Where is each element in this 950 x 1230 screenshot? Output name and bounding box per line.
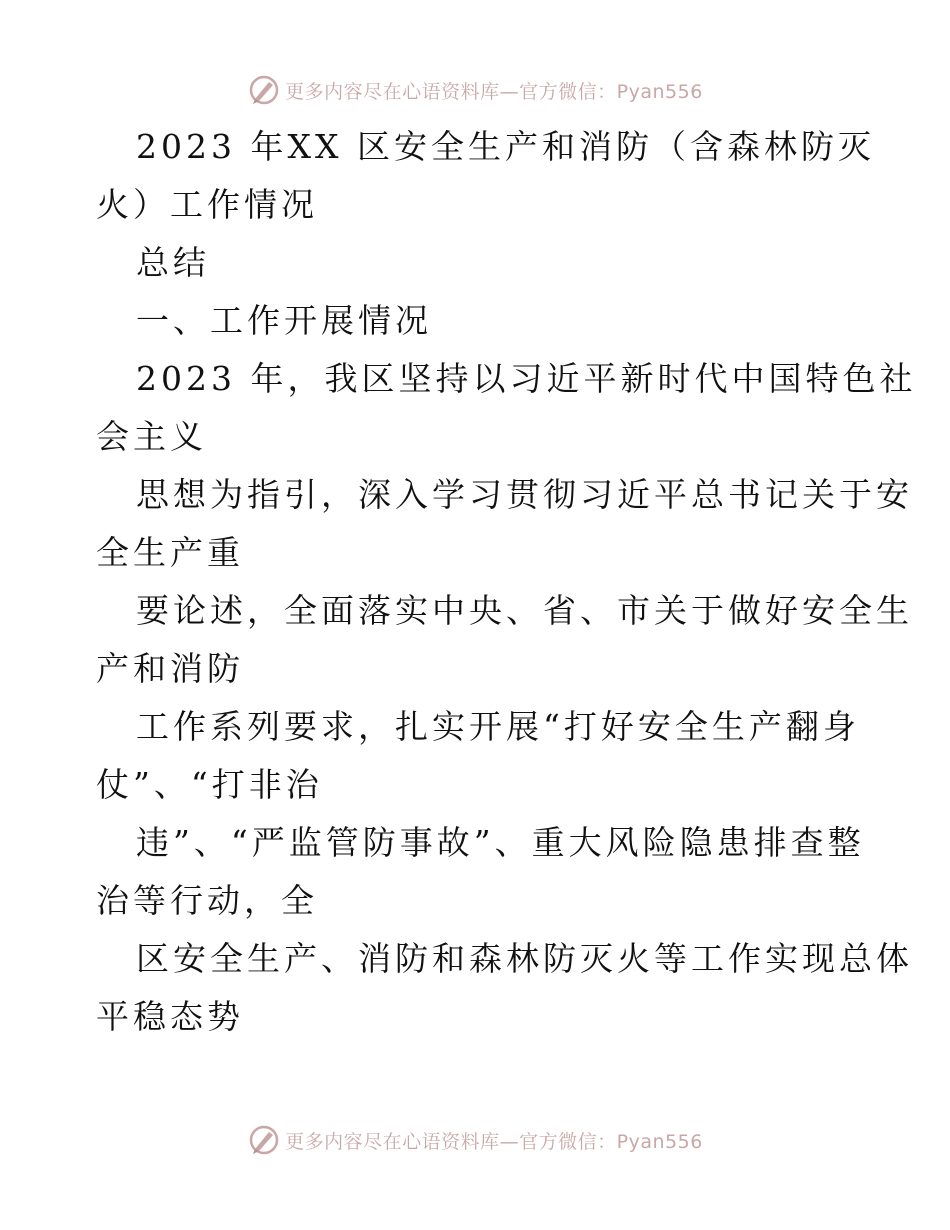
- text-line: 治等行动，全: [96, 881, 318, 920]
- text-line: 违”、“严监管防事故”、重大风险隐患排查整: [136, 823, 865, 862]
- pen-logo-icon: [247, 73, 281, 107]
- text-line: 仗”、“打非治: [96, 765, 323, 804]
- text-line: 思想为指引，深入学习贯彻习近平总书记关于安: [136, 475, 913, 514]
- text-line: 要论述，全面落实中央、省、市关于做好安全生: [136, 591, 913, 630]
- watermark-text: 更多内容尽在心语资料库—官方微信：Pyan556: [285, 80, 703, 103]
- text-line: 产和消防: [96, 649, 244, 688]
- watermark-text: 更多内容尽在心语资料库—官方微信：Pyan556: [285, 1130, 703, 1153]
- document-body: [96, 118, 917, 1046]
- footer-watermark: [0, 1120, 950, 1160]
- text-line: 全生产重: [96, 533, 244, 572]
- header-watermark: [0, 70, 950, 110]
- text-line: 一、工作开展情况: [136, 301, 432, 340]
- text-line: 工作系列要求，扎实开展“打好安全生产翻身: [136, 707, 860, 746]
- text-line: 总结: [136, 243, 210, 282]
- text-line: 会主义: [96, 417, 207, 456]
- pen-logo-icon: [247, 1123, 281, 1157]
- text-line: 平稳态势: [96, 997, 244, 1036]
- text-line: 2023 年XX 区安全生产和消防（含森林防灭: [136, 127, 875, 166]
- text-line: 火）工作情况: [96, 185, 318, 224]
- text-line: 区安全生产、消防和森林防灭火等工作实现总体: [136, 939, 913, 978]
- text-line: 2023 年，我区坚持以习近平新时代中国特色社: [136, 359, 917, 398]
